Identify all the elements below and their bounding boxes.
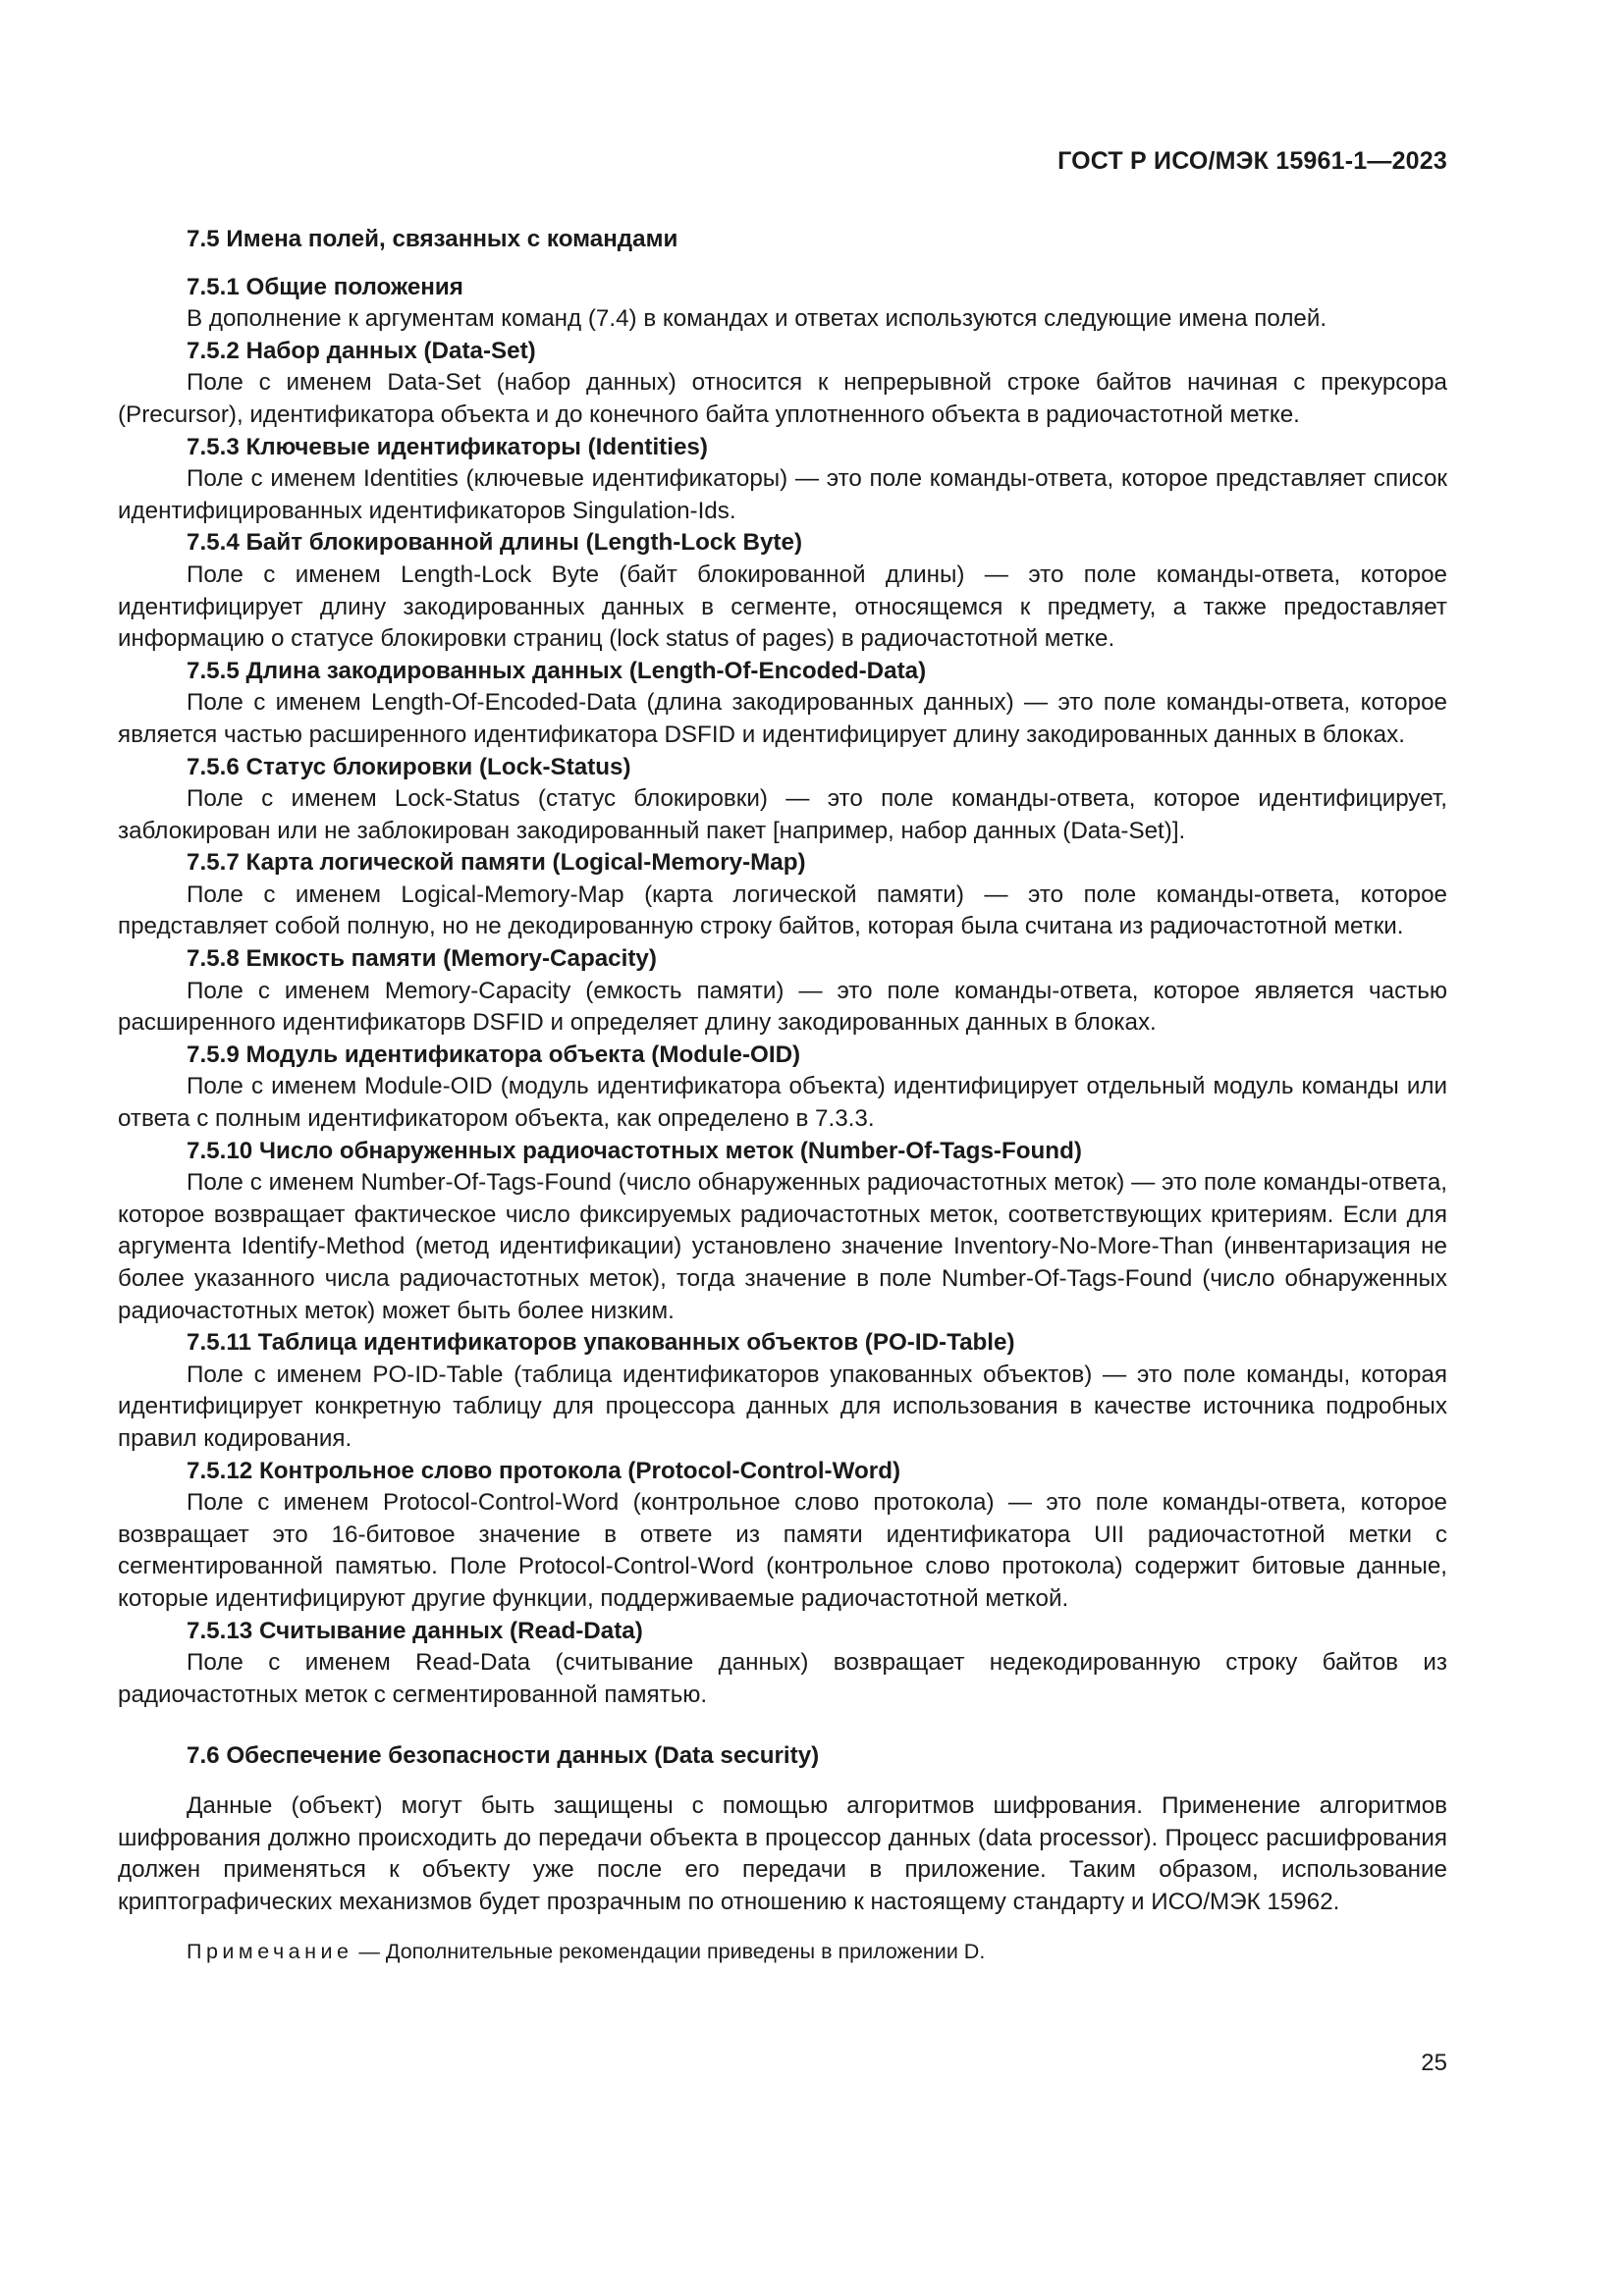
subsection-7-5-12-title: 7.5.12 Контрольное слово протокола (Protocol-Control-Word) bbox=[187, 1457, 901, 1484]
note bbox=[118, 1936, 1447, 1968]
note-label: Примечание bbox=[187, 1940, 353, 1964]
page-number: 25 bbox=[1421, 2050, 1447, 2076]
section-gap bbox=[118, 1711, 1447, 1727]
document-body bbox=[118, 224, 1447, 1968]
subsection-7-5-6-title: 7.5.6 Статус блокировки (Lock-Status) bbox=[187, 753, 631, 780]
subsection-7-5-2-title: 7.5.2 Набор данных (Data-Set) bbox=[187, 337, 536, 364]
subsection-7-5-11-text: Поле с именем PO-ID-Table (таблица идентификаторов упакованных объектов) — это поле команды, которая идентифицирует конкретную таблицу для процессора данных для использования в качестве источника подробных правил кодирования. bbox=[118, 1361, 1447, 1452]
section-7-6-title: 7.6 Обеспечение безопасности данных (Data security) bbox=[187, 1742, 820, 1770]
subsection-7-5-1-title: 7.5.1 Общие положения bbox=[187, 273, 463, 300]
section-7-5-title: 7.5 Имена полей, связанных с командами bbox=[187, 226, 678, 252]
subsection-7-5-13-text: Поле с именем Read-Data (считывание данных) возвращает недекодированную строку байтов из радиочастотных меток с сегментированной памятью. bbox=[118, 1649, 1447, 1708]
subsection-7-5-11-title: 7.5.11 Таблица идентификаторов упакованных объектов (PO-ID-Table) bbox=[187, 1329, 1015, 1357]
subsection-7-5-13-title: 7.5.13 Считывание данных (Read-Data) bbox=[187, 1617, 643, 1644]
subsection-7-5-7-text: Поле с именем Logical-Memory-Map (карта логической памяти) — это поле команды-ответа, которое представляет собой полную, но не декодированную строку байтов, которая была считана из радиочастотной метки. bbox=[118, 881, 1447, 940]
subsection-7-5-4-text: Поле с именем Length-Lock Byte (байт блокированной длины) — это поле команды-ответа, которое идентифицирует длину закодированных данных в сегменте, относящемся к предмету, а также предоставляет информацию о статусе блокировки страниц (lock status of pages) в радиочастотной метке. bbox=[118, 561, 1447, 653]
subsection-7-5-12-text: Поле с именем Protocol-Control-Word (контрольное слово протокола) — это поле команды-ответа, которое возвращает это 16-битовое значение в ответе из памяти идентификатора UII радиочастотной метки с сегментированной памятью. Поле Protocol-Control-Word (контрольное слово протокола) содержит битовые данные, которые идентифицируют другие функции, поддерживаемые радиочастотной меткой. bbox=[118, 1489, 1447, 1612]
subsection-7-5-5-text: Поле с именем Length-Of-Encoded-Data (длина закодированных данных) — это поле команды-ответа, которое является частью расширенного идентификатора DSFID и идентифицирует длину закодированных данных в блоках. bbox=[118, 689, 1447, 748]
subsection-7-5-5-title: 7.5.5 Длина закодированных данных (Length-Of-Encoded-Data) bbox=[187, 657, 927, 684]
subsection-7-5-10-text: Поле с именем Number-Of-Tags-Found (число обнаруженных радиочастотных меток) — это поле команды-ответа, которое возвращает фактическое число фиксируемых радиочастотных меток, соответствующих критериям. Если для аргумента Identify-Method (метод идентификации) установлено значение Inventory-No-More-Than (инвентаризация не более указанного числа радиочастотных меток), тогда значение в поле Number-Of-Tags-Found (число обнаруженных радиочастотных меток) может быть более низким. bbox=[118, 1169, 1447, 1324]
subsection-7-5-8-title: 7.5.8 Емкость памяти (Memory-Capacity) bbox=[187, 945, 657, 973]
note-text: — Дополнительные рекомендации приведены в приложении D. bbox=[352, 1940, 986, 1964]
section-7-6-text: Данные (объект) могут быть защищены с помощью алгоритмов шифрования. Применение алгоритмов шифрования должно происходить до передачи объекта в процессор данных (data processor). Процесс расшифрования должен применяться к объекту уже после его передачи в приложение. Таким образом, использование криптографических механизмов будет прозрачным по отношению к настоящему стандарту и ИСО/МЭК 15962. bbox=[118, 1791, 1447, 1915]
subsection-7-5-9-text: Поле с именем Module-OID (модуль идентификатора объекта) идентифицирует отдельный модуль команды или ответа с полным идентификатором объекта, как определено в 7.3.3. bbox=[118, 1073, 1447, 1133]
subsection-7-5-3-text: Поле с именем Identities (ключевые идентификаторы) — это поле команды-ответа, которое представляет список идентифицированных идентификаторов Singulation-Ids. bbox=[118, 465, 1447, 524]
subsection-7-5-1-text: В дополнение к аргументам команд (7.4) в командах и ответах используются следующие имена полей. bbox=[187, 305, 1327, 333]
subsection-7-5-9-title: 7.5.9 Модуль идентификатора объекта (Module-OID) bbox=[187, 1041, 801, 1068]
subsection-7-5-6-text: Поле с именем Lock-Status (статус блокировки) — это поле команды-ответа, которое идентифицирует, заблокирован или не заблокирован закодированный пакет [например, набор данных (Data-Set)]. bbox=[118, 785, 1447, 844]
subsection-7-5-10-title: 7.5.10 Число обнаруженных радиочастотных меток (Number-Of-Tags-Found) bbox=[187, 1137, 1082, 1164]
subsection-7-5-3-title: 7.5.3 Ключевые идентификаторы (Identities) bbox=[187, 433, 708, 460]
subsection-7-5-8-text: Поле с именем Memory-Capacity (емкость памяти) — это поле команды-ответа, которое является частью расширенного идентификаторв DSFID и определяет длину закодированных данных в блоках. bbox=[118, 977, 1447, 1037]
subsection-7-5-7-title: 7.5.7 Карта логической памяти (Logical-Memory-Map) bbox=[187, 849, 806, 877]
document-header-id: ГОСТ Р ИСО/МЭК 15961-1—2023 bbox=[1057, 147, 1447, 175]
subsection-7-5-2-text: Поле с именем Data-Set (набор данных) относится к непрерывной строке байтов начиная с прекурсора (Precursor), идентификатора объекта и до конечного байта уплотненного объекта в радиочастотной метке. bbox=[118, 369, 1447, 428]
subsection-7-5-4-title: 7.5.4 Байт блокированной длины (Length-Lock Byte) bbox=[187, 529, 802, 557]
